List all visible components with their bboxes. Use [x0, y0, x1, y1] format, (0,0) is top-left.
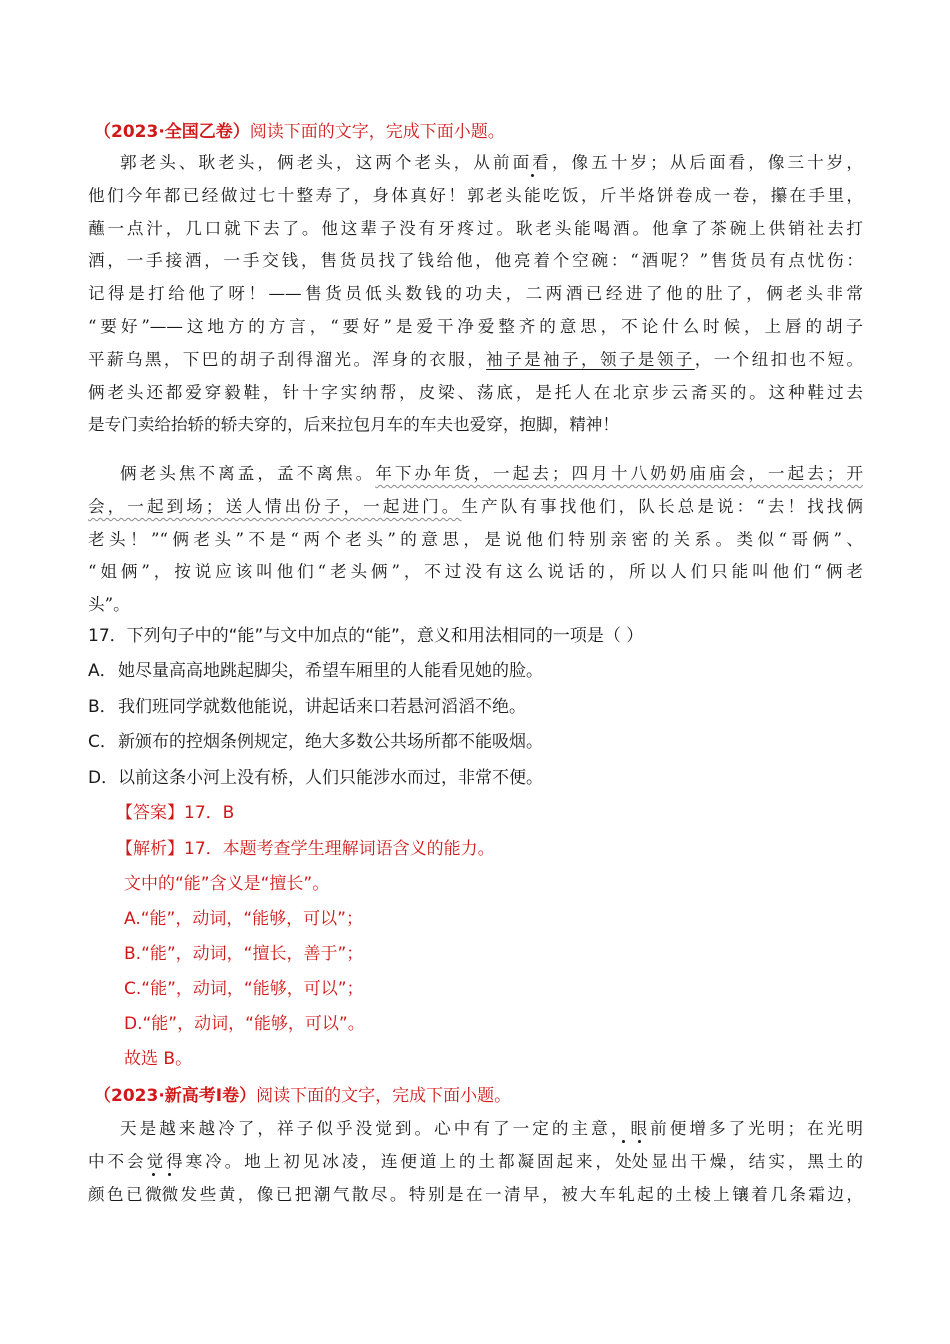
passage-2-paragraph [88, 1113, 863, 1211]
passage-line: 郭老头、耿老头，俩老头，这两个老头，从前面看，像五十岁；从后面看，像三十岁， [120, 153, 863, 172]
passage-line: 他们今年都已经做过七十整寿了，身体真好！郭老头能吃饭，斤半烙饼卷成一卷，攥在手里， [88, 180, 863, 213]
passage-paragraph-1 [88, 147, 863, 442]
answer-value: 17．B [184, 803, 235, 823]
analysis-line [116, 834, 495, 859]
passage-line: 天是越来越冷了，祥子似乎没觉到。心中有了一定的主意，眼前便增多了光明；在光明 [120, 1119, 863, 1138]
option-a: A．她尽量高高地跳起脚尖，希望车厢里的人能看见她的脸。 [88, 661, 543, 681]
wavy-underlined-phrase: 会，一起到场；送人情出份子，一起进门。 [88, 496, 462, 516]
analysis-label: 【解析】 [116, 839, 184, 859]
passage-line: 会，一起到场；送人情出份子，一起进门。生产队有事找他们，队长总是说：“去！找找俩 [88, 496, 864, 516]
analysis-detail: C.“能”，动词，“能够，可以”； [124, 979, 364, 999]
passage-line: “要好”——这地方的方言，“要好”是爱干净爱整齐的意思，不论什么时候，上唇的胡子 [88, 316, 863, 336]
dotted-character: 处 [615, 1146, 632, 1179]
exam-source-tag: （2023·新高考Ⅰ卷） [94, 1086, 257, 1106]
dotted-character: 处 [632, 1146, 649, 1179]
passage-line: 记得是打给他了呀！——售货员低头数钱的功夫，二两酒已经进了他的肚了，俩老头非常 [88, 284, 863, 304]
dotted-character: 能 [524, 180, 541, 213]
passage-line: 蘸一点汁，几口就下去了。他这辈子没有牙疼过。耿老头能喝酒。他拿了茶碗上供销社去打 [88, 218, 863, 238]
passage-line: 平薪乌黑，下巴的胡子刮得溜光。浑身的衣服，袖子是袖子，领子是领子，一个纽扣也不短。 [88, 349, 864, 369]
wavy-underlined-phrase: 年下办年货，一起去；四月十八奶奶庙庙会，一起去；开 [375, 464, 864, 483]
question-17-stem: 17．下列句子中的“能”与文中加点的“能”，意义和用法相同的一项是（ ） [88, 626, 644, 646]
analysis-conclusion: 故选 B。 [124, 1049, 193, 1069]
passage-line: 老头！”“俩老头”不是“两个老头”的意思，是说他们特别亲密的关系。类似“哥俩”、 [88, 529, 863, 549]
source-line-2023-national-b [94, 117, 505, 142]
passage-line: 是专门卖给抬轿的轿夫穿的，后来拉包月车的车夫也爱穿，抱脚，精神！ [88, 415, 619, 435]
passage-line: 俩老头焦不离孟，孟不离焦。年下办年货，一起去；四月十八奶奶庙庙会，一起去；开 [120, 464, 864, 483]
source-line-2023-new-gaokao-1 [94, 1081, 511, 1106]
passage-line: 头”。 [88, 595, 130, 615]
passage-line: 中不会觉得寒冷。地上初见冰凌，连便道上的土都凝固起来，处处显出干燥，结实，黑土的 [88, 1146, 863, 1179]
passage-line: “姐俩”，按说应该叫他们“老头俩”，不过没有这么说话的，所以人们只能叫他们“俩老 [88, 562, 863, 582]
analysis-detail: D.“能”，动词，“能够，可以”。 [124, 1014, 365, 1034]
answer-label: 【答案】 [116, 803, 184, 823]
dotted-character: 微 [145, 1179, 162, 1212]
analysis-intro: 17．本题考查学生理解词语含义的能力。 [184, 839, 495, 859]
reading-instruction: 阅读下面的文字，完成下面小题。 [256, 1086, 512, 1106]
reading-instruction: 阅读下面的文字，完成下面小题。 [249, 122, 505, 142]
exam-source-tag: （2023·全国乙卷） [94, 122, 250, 142]
answer-line [116, 798, 234, 823]
option-b: B．我们班同学就数他能说，讲起话来口若悬河滔滔不绝。 [88, 697, 526, 717]
passage-line: 俩老头还都爱穿毅鞋，针十字实纳帮，皮梁、荡底，是托人在北京步云斋买的。这种鞋过去 [88, 382, 863, 402]
passage-paragraph-2 [88, 458, 863, 622]
analysis-detail: A.“能”，动词，“能够，可以”； [124, 909, 363, 929]
option-d: D．以前这条小河上没有桥，人们只能涉水而过，非常不便。 [88, 768, 543, 788]
analysis-detail: B.“能”，动词，“擅长，善于”； [124, 944, 364, 964]
dotted-character: 微 [162, 1179, 179, 1212]
analysis-detail: 文中的“能”含义是“擅长”。 [124, 874, 330, 894]
option-c: C．新颁布的控烟条例规定，绝大多数公共场所都不能吸烟。 [88, 732, 543, 752]
passage-line: 颜色已微微发些黄，像已把潮气散尽。特别是在一清早，被大车轧起的土棱上镶着几条霜边， [88, 1179, 863, 1212]
underlined-phrase: 袖子是袖子，领子是领子 [486, 349, 695, 369]
passage-line: 酒，一手接酒，一手交钱，售货员找了钱给他，他亮着个空碗：“酒呢？”售货员有点忧伤： [88, 251, 863, 271]
